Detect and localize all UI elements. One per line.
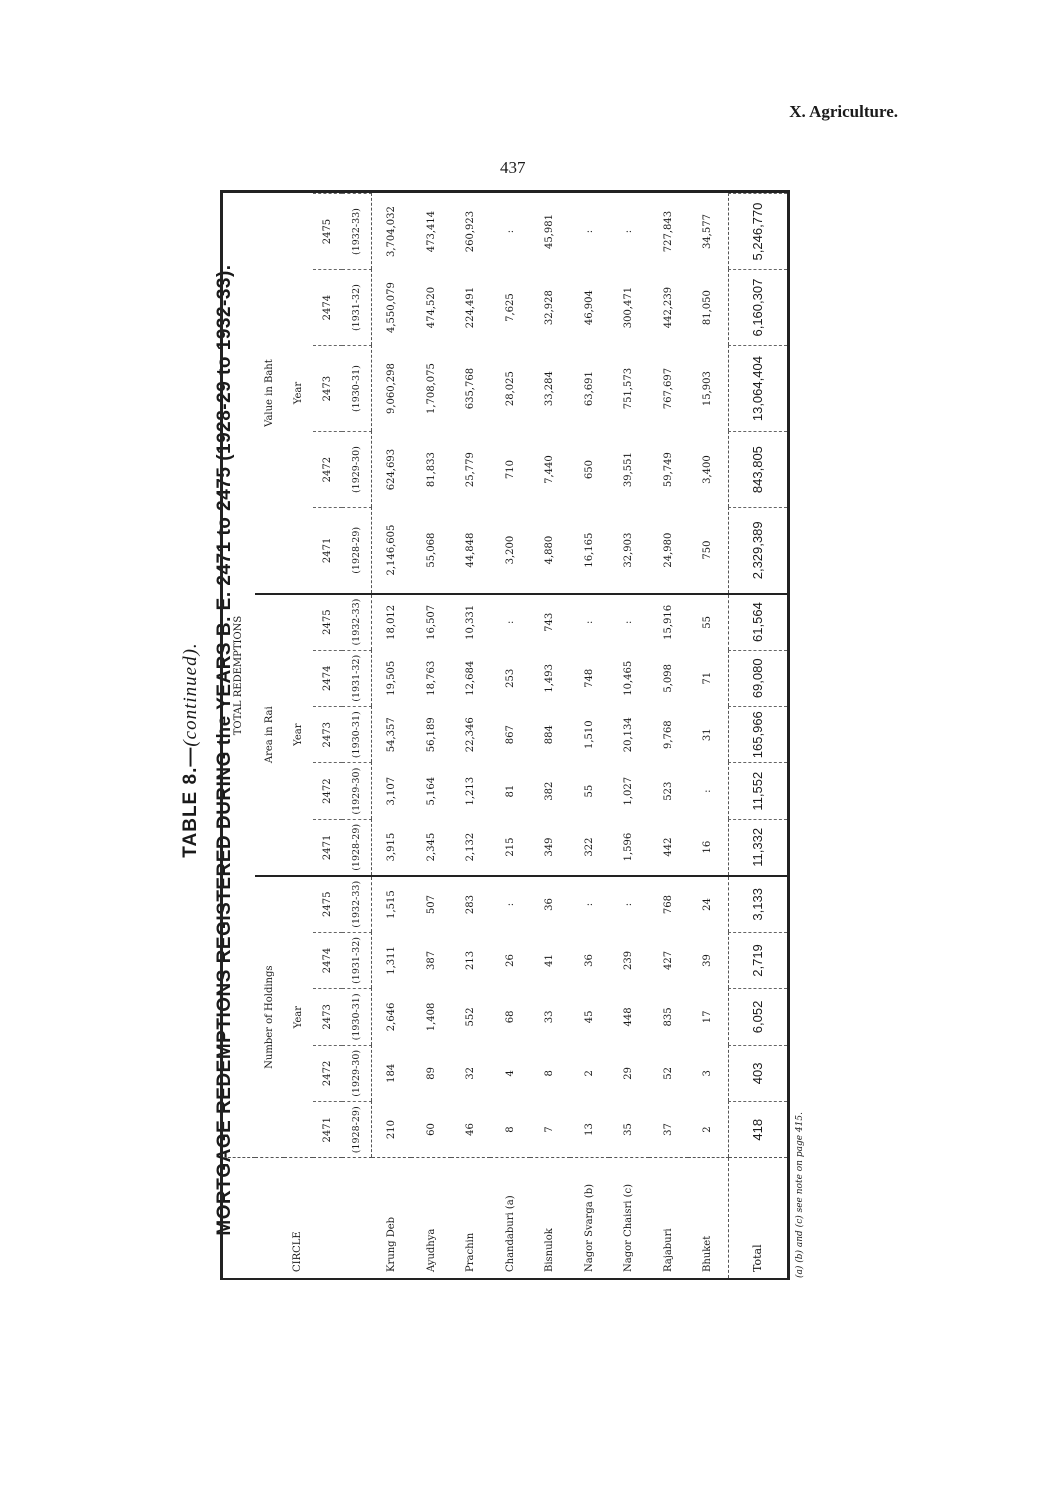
total-area-cell: 165,966 [728,707,787,763]
holdings-cell: 239 [623,950,635,971]
year-ad-header: (1929-30) [342,1045,372,1101]
area-cell: 55 [583,784,595,798]
total-label: Total [728,1158,787,1278]
value-cell: 3,704,032 [386,206,398,257]
year-header: 2473 [313,989,342,1045]
value-cell: 28,025 [504,371,516,407]
holdings-cell: 213 [465,950,477,971]
area-cell: 1,493 [544,663,556,693]
value-cell: 1,708,075 [425,363,437,415]
area-group-header: Area in Rai [255,594,284,876]
value-cell: 24,980 [662,532,674,568]
header-row-years [313,194,342,1279]
table-frame [220,190,790,1280]
holdings-year-label: Year [284,876,313,1158]
year-header: 2474 [313,270,342,346]
value-cell: 25,779 [465,452,477,488]
holdings-cell: 29 [623,1066,635,1080]
total-area-cell: 11,552 [728,763,787,819]
area-cell: 12,684 [465,660,477,696]
table-row [451,194,491,1279]
value-cell: 2,146,605 [386,524,398,576]
table-row [688,194,728,1279]
area-cell: 884 [544,725,556,745]
holdings-cell: 1,311 [386,946,398,975]
holdings-cell: 32 [465,1066,477,1080]
table-row [371,194,411,1279]
area-cell: : [570,594,610,650]
area-cell: 15,916 [649,594,689,650]
value-cell: 473,414 [425,210,437,253]
holdings-cell: 283 [451,876,491,932]
holdings-cell: 37 [662,1123,674,1136]
holdings-cell: 3 [702,1070,714,1077]
area-cell: 215 [504,837,516,857]
holdings-cell: 33 [544,1010,556,1024]
year-header: 2471 [313,508,342,594]
value-cell: 635,768 [465,367,477,410]
table-row [411,194,451,1279]
area-cell: 2,132 [465,832,477,862]
circle-name: Bhuket [688,1158,728,1278]
area-cell: 322 [583,837,595,857]
total-holdings-cell: 418 [728,1102,787,1158]
header-row-years-ad [342,194,372,1279]
value-cell: 45,981 [544,214,556,250]
area-cell: 748 [583,668,595,688]
year-ad-header: (1930-31) [342,346,372,432]
area-cell: 20,134 [623,717,635,753]
holdings-cell: 2,646 [386,1002,398,1032]
table-title: MORTGAGE REDEMPTIONS REGISTERED DURING the YEARS B. E. 2471 to 2475 (1928-29 to 1932-33). [214,264,235,1236]
value-cell: 767,697 [662,367,674,410]
area-cell: 1,213 [465,776,477,806]
holdings-cell: 1,408 [425,1002,437,1032]
area-cell: : [490,594,530,650]
year-header: 2474 [313,932,342,988]
redemptions-table [223,193,787,1278]
total-value-cell: 5,246,770 [728,194,787,270]
holdings-cell: 387 [425,950,437,971]
total-value-cell: 6,160,307 [728,270,787,346]
area-cell: 10,465 [623,660,635,696]
area-cell: 253 [504,668,516,688]
value-cell: 55,068 [425,532,437,568]
holdings-cell: 35 [623,1123,635,1136]
section-heading: X. Agriculture. [789,102,898,121]
value-cell: 63,691 [583,371,595,407]
area-year-label: Year [284,594,313,876]
holdings-cell: 41 [544,954,556,967]
area-cell: 442 [662,837,674,857]
value-cell: 44,848 [465,532,477,568]
circle-name: Krung Deb [371,1158,411,1278]
year-header: 2472 [313,1045,342,1101]
holdings-cell: 45 [583,1010,595,1024]
holdings-cell: 427 [662,950,674,971]
holdings-cell: 46 [465,1123,477,1136]
area-cell: 1,510 [583,720,595,750]
area-cell: 349 [544,837,556,857]
area-cell: 71 [702,671,714,685]
header-row-groups [255,194,284,1279]
year-ad-header: (1928-29) [342,819,372,875]
circle-name: Nagor Chaisri (c) [609,1158,649,1278]
holdings-cell: 68 [504,1010,516,1024]
year-ad-header: (1930-31) [342,707,372,763]
value-cell: 39,551 [623,452,635,488]
value-cell: 727,843 [662,210,674,253]
total-holdings-cell: 2,719 [728,932,787,988]
area-cell: : [609,594,649,650]
holdings-cell: 36 [530,876,570,932]
value-cell: 3,400 [702,455,714,484]
holdings-cell: 8 [544,1070,556,1077]
holdings-cell: 1,515 [371,876,411,932]
circle-name: Rajaburi [649,1158,689,1278]
area-cell: 1,596 [623,832,635,862]
holdings-cell: 7 [544,1126,556,1133]
holdings-cell: 4 [504,1070,516,1077]
rotated-table-page [180,170,810,1330]
year-header: 2474 [313,650,342,706]
area-cell: 3,915 [386,832,398,862]
area-cell: 382 [544,781,556,801]
area-cell: 31 [702,728,714,742]
year-header: 2472 [313,432,342,508]
value-cell: 4,550,079 [386,282,398,334]
circle-name: Nagor Svarga (b) [570,1158,610,1278]
year-ad-header: (1931-32) [342,932,372,988]
year-ad-header: (1931-32) [342,270,372,346]
holdings-cell: 768 [649,876,689,932]
value-group-header: Value in Baht [263,359,275,427]
area-cell: 743 [530,594,570,650]
table-row [570,194,610,1279]
value-cell: 15,903 [702,371,714,407]
value-cell: 624,693 [386,448,398,491]
year-ad-header: (1932-33) [342,876,372,932]
holdings-cell: 24 [688,876,728,932]
holdings-cell: 8 [504,1126,516,1133]
value-cell: 32,928 [544,290,556,326]
value-cell: 751,573 [623,367,635,410]
area-cell: 16,507 [411,594,451,650]
area-cell: 523 [662,781,674,801]
total-area-cell: 11,332 [728,819,787,875]
header-row-total [223,194,255,1279]
value-cell: 46,904 [583,290,595,326]
area-cell: 10,331 [451,594,491,650]
table-row [609,194,649,1279]
value-cell: 4,880 [544,535,556,565]
holdings-cell: 89 [425,1066,437,1080]
circle-name: Prachin [451,1158,491,1278]
year-header: 2471 [313,1102,342,1158]
value-cell: 3,200 [504,535,516,565]
area-cell: 9,768 [662,720,674,750]
holdings-cell: 2 [583,1070,595,1077]
value-cell: 81,050 [702,290,714,326]
value-cell: 16,165 [583,532,595,568]
year-header: 2475 [313,194,342,270]
area-cell: 1,027 [623,776,635,806]
total-redemptions-header: TOTAL REDEMPTIONS [233,615,245,736]
value-cell: 33,284 [544,371,556,407]
value-cell: 442,239 [662,286,674,329]
holdings-cell: 184 [386,1063,398,1083]
area-cell: 22,346 [465,717,477,753]
total-value-cell: 843,805 [728,432,787,508]
total-area-cell: 69,080 [728,650,787,706]
year-header: 2473 [313,346,342,432]
area-cell: 55 [688,594,728,650]
area-cell: 18,012 [371,594,411,650]
circle-header: CIRCLE [223,1158,371,1278]
value-cell: 81,833 [425,452,437,488]
table-number: TABLE 8.—(continued). [180,642,201,858]
holdings-cell: 39 [702,954,714,967]
value-cell: : [504,229,516,234]
value-cell: 650 [583,460,595,480]
holdings-cell: : [570,876,610,932]
circle-name: Ayudhya [411,1158,451,1278]
total-area-cell: 61,564 [728,594,787,650]
holdings-cell: 26 [504,954,516,967]
holdings-cell: 2 [702,1126,714,1133]
area-cell: 18,763 [425,660,437,696]
header-row-year [284,194,313,1279]
footnote: (a) (b) and (c) see note on page 415. [795,1112,805,1278]
area-cell: 2,345 [425,832,437,862]
value-cell: 34,577 [702,214,714,250]
value-cell: 224,491 [465,286,477,329]
area-cell: 867 [504,725,516,745]
year-ad-header: (1929-30) [342,432,372,508]
value-cell: : [623,229,635,234]
value-cell: 9,060,298 [386,363,398,415]
year-ad-header: (1928-29) [342,1102,372,1158]
value-cell: 474,520 [425,286,437,329]
total-holdings-cell: 6,052 [728,989,787,1045]
holdings-cell: 13 [583,1123,595,1136]
area-cell: : [702,789,714,793]
holdings-cell: 60 [425,1123,437,1136]
circle-name: Chandaburi (a) [490,1158,530,1278]
value-cell: 750 [702,540,714,560]
area-cell: 5,098 [662,663,674,693]
value-cell: 32,903 [623,532,635,568]
total-row [728,194,787,1279]
year-ad-header: (1928-29) [342,508,372,594]
total-holdings-cell: 3,133 [728,876,787,932]
value-year-label: Year [292,381,304,405]
area-cell: 5,164 [425,776,437,806]
holdings-cell: 552 [465,1007,477,1027]
holdings-group-header: Number of Holdings [255,876,284,1158]
value-cell: 59,749 [662,452,674,488]
holdings-cell: : [490,876,530,932]
value-cell: 300,471 [623,286,635,329]
area-cell: 81 [504,784,516,798]
holdings-cell: 507 [411,876,451,932]
year-header: 2473 [313,707,342,763]
area-cell: 19,505 [386,660,398,696]
holdings-cell: 448 [623,1007,635,1027]
year-ad-header: (1932-33) [342,594,372,650]
year-header: 2472 [313,763,342,819]
holdings-cell: 17 [702,1010,714,1024]
table-row [530,194,570,1279]
holdings-cell: 36 [583,954,595,967]
value-cell: 7,440 [544,455,556,484]
value-cell: 710 [504,460,516,480]
value-cell: 7,625 [504,293,516,322]
table-row [490,194,530,1279]
area-cell: 54,357 [386,717,398,753]
year-ad-header: (1929-30) [342,763,372,819]
year-ad-header: (1931-32) [342,650,372,706]
value-cell: 260,923 [465,210,477,253]
page-number: 437 [500,158,526,177]
holdings-cell: : [609,876,649,932]
holdings-cell: 210 [386,1119,398,1140]
area-cell: 3,107 [386,776,398,806]
year-ad-header: (1930-31) [342,989,372,1045]
year-header: 2475 [313,876,342,932]
holdings-cell: 835 [662,1007,674,1027]
circle-name: Bisnulok [530,1158,570,1278]
year-ad-header: (1932-33) [342,194,372,270]
value-cell: : [583,229,595,234]
year-header: 2471 [313,819,342,875]
total-holdings-cell: 403 [728,1045,787,1101]
area-cell: 16 [702,840,714,854]
area-cell: 56,189 [425,717,437,753]
total-value-cell: 2,329,389 [728,508,787,594]
holdings-cell: 52 [662,1066,674,1080]
year-header: 2475 [313,594,342,650]
total-value-cell: 13,064,404 [728,346,787,432]
table-row [649,194,689,1279]
